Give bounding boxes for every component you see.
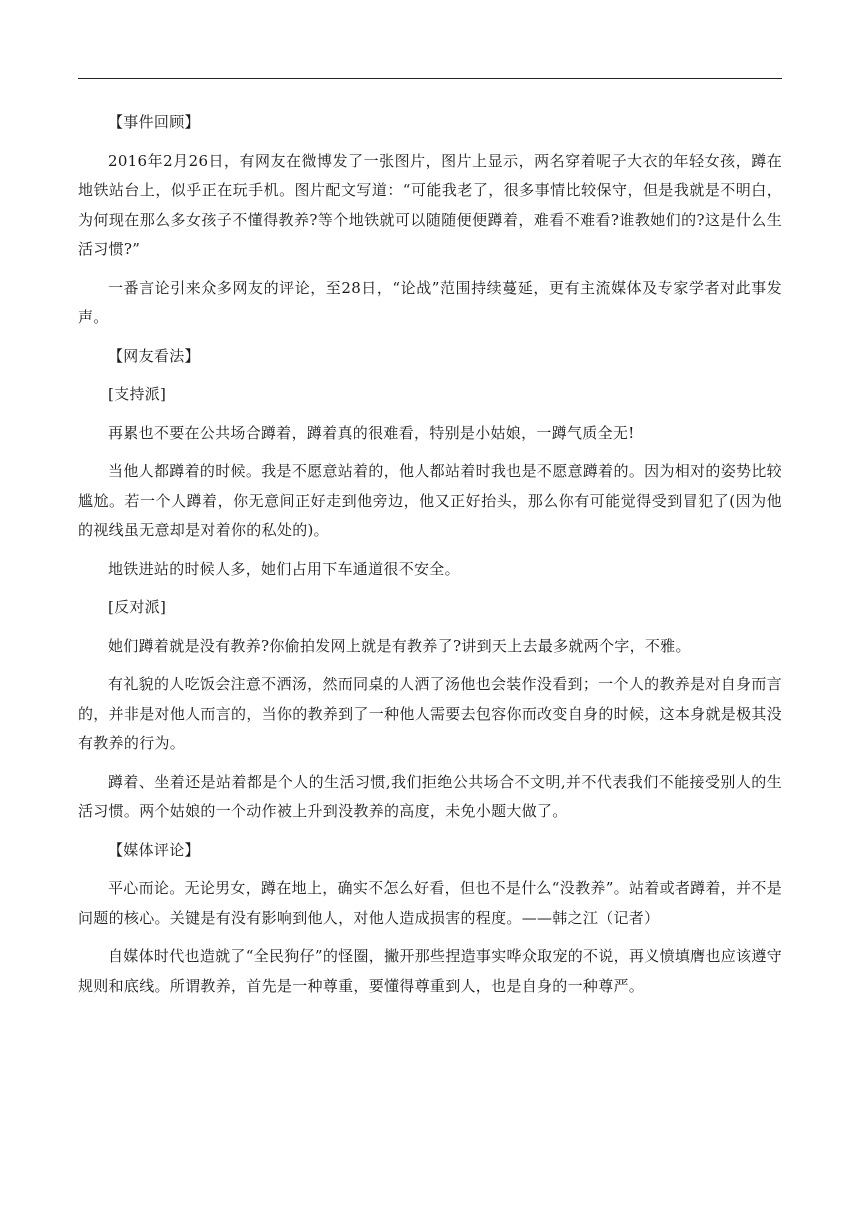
paragraph: 自媒体时代也造就了“全民狗仔”的怪圈，撇开那些捏造事实哗众取宠的不说，再义愤填膺也应该遵守规则和底线。所谓教养，首先是一种尊重，要懂得尊重到人，也是自身的一种尊严。	[78, 947, 782, 995]
paragraph: 有礼貌的人吃饭会注意不洒汤，然而同桌的人洒了汤他也会装作没看到；一个人的教养是对自身而言的，并非是对他人而言的，当你的教养到了一种他人需要去包容你而改变自身的时候，这本身就是极其没有教养的行为。	[78, 675, 782, 752]
paragraph: 蹲着、坐着还是站着都是个人的生活习惯,我们拒绝公共场合不文明,并不代表我们不能接受别人的生活习惯。两个姑娘的一个动作被上升到没教养的高度，未免小题大做了。	[78, 772, 782, 820]
paragraph: 一番言论引来众多网友的评论，至28日，“论战”范围持续蔓延，更有主流媒体及专家学者对此事发声。	[78, 278, 782, 326]
paragraph: 平心而论。无论男女，蹲在地上，确实不怎么好看，但也不是什么“没教养”。站着或者蹲着，并不是问题的核心。关键是有没有影响到他人，对他人造成损害的程度。——韩之江（记者）	[78, 879, 782, 927]
subheading-oppose: [反对派]	[108, 598, 167, 616]
subheading-support: [支持派]	[108, 385, 167, 403]
paragraph: 她们蹲着就是没有教养?你偷拍发网上就是有教养了?讲到天上去最多就两个字，不雅。	[108, 636, 691, 655]
section-heading-event-review: 【事件回顾】	[108, 113, 200, 131]
section-heading-netizen-views: 【网友看法】	[108, 346, 200, 365]
paragraph: 2016年2月26日，有网友在微博发了一张图片，图片上显示，两名穿着呢子大衣的年轻女孩，蹲在地铁站台上，似乎正在玩手机。图片配文写道：“可能我老了，很多事情比较保守，但是我就是不明白，为何现在那么多女孩子不懂得教养?等个地铁就可以随随便便蹲着，难看不难看?谁教她们的?这是什么生活习惯?”	[78, 151, 782, 258]
paragraph: 当他人都蹲着的时候。我是不愿意站着的，他人都站着时我也是不愿意蹲着的。因为相对的姿势比较尴尬。若一个人蹲着，你无意间正好走到他旁边，他又正好抬头，那么你有可能觉得受到冒犯了(因为他的视线虽无意却是对着你的私处的)。	[78, 462, 782, 539]
document-body	[78, 108, 782, 1010]
paragraph: 地铁进站的时候人多，她们占用下车通道很不安全。	[108, 559, 460, 578]
header-rule	[78, 78, 782, 79]
paragraph: 再累也不要在公共场合蹲着，蹲着真的很难看，特别是小姑娘，一蹲气质全无!	[108, 423, 635, 442]
section-heading-media-comments: 【媒体评论】	[108, 840, 200, 859]
